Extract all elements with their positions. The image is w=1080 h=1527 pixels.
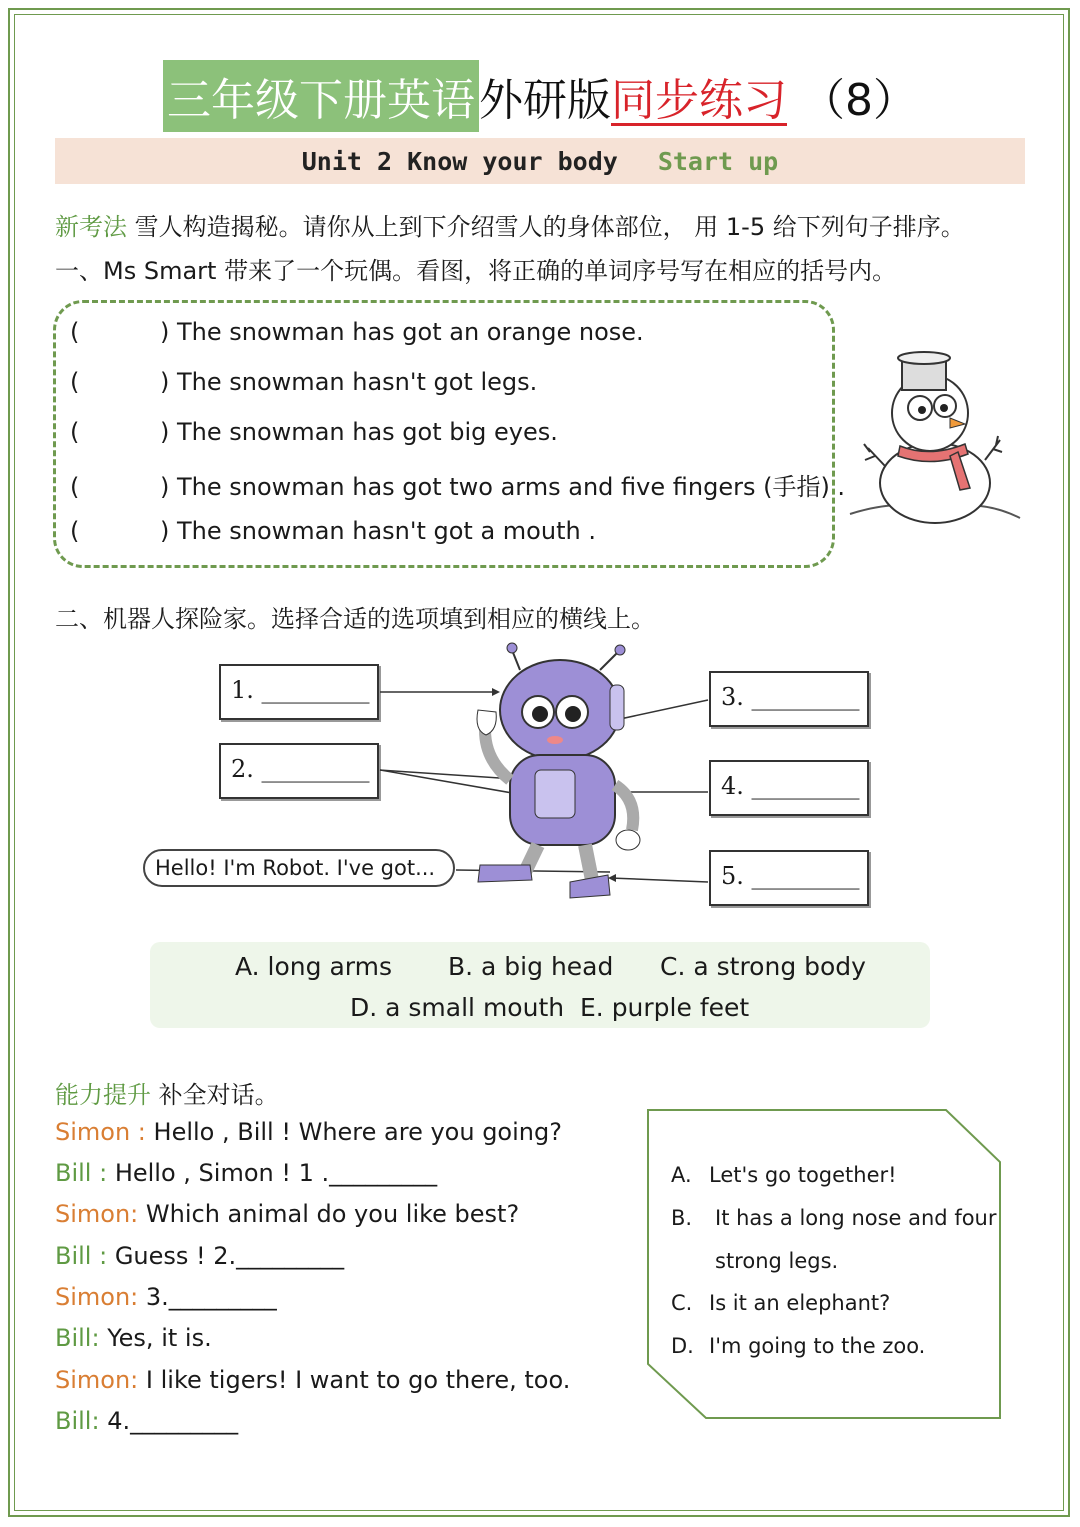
dialog-line — [55, 1159, 437, 1187]
open-paren: ( — [70, 517, 80, 545]
snowman-illustration — [840, 348, 1030, 528]
answer-text: Is it an elephant? — [709, 1291, 891, 1315]
speaker: Simon: — [55, 1366, 139, 1394]
dialog-text: 4._________ — [99, 1407, 239, 1435]
answer-text: Let's go together! — [709, 1163, 897, 1187]
answer-c — [671, 1291, 890, 1315]
label-box-5: 5. _________ — [709, 850, 869, 906]
speaker: Simon : — [55, 1118, 146, 1146]
robot-speech-bubble: Hello! I'm Robot. I've got... — [143, 849, 455, 887]
sentence-text: The snowman has got big eyes. — [177, 418, 558, 446]
option-d: D. a small mouth — [350, 993, 565, 1022]
label-box-2: 2. _________ — [219, 743, 379, 799]
close-paren: ) — [160, 473, 170, 501]
dialog-text: Which animal do you like best? — [138, 1200, 520, 1228]
close-paren: ) — [160, 517, 170, 545]
sentence-row — [70, 418, 558, 446]
label-box-4: 4. _________ — [709, 760, 869, 816]
unit-title: Unit 2 Know your body — [301, 146, 618, 176]
answer-text: strong legs. — [715, 1249, 839, 1273]
sentence-row — [70, 467, 845, 502]
open-paren: ( — [70, 318, 80, 346]
option-b: B. a big head — [448, 952, 614, 981]
answer-text: It has a long nose and four — [715, 1206, 997, 1230]
close-paren: ) — [160, 418, 170, 446]
speaker: Bill : — [55, 1242, 108, 1270]
close-paren: ) — [160, 368, 170, 396]
speaker: Simon: — [55, 1283, 139, 1311]
dialog-text: I like tigers! I want to go there, too. — [138, 1366, 571, 1394]
answer-letter: B. — [671, 1206, 693, 1230]
dialog-line — [55, 1407, 238, 1435]
page-title — [0, 60, 1080, 132]
answer-letter: C. — [671, 1291, 693, 1315]
sentence-text: The snowman has got an orange nose. — [177, 318, 644, 346]
title-grade: 三年级下册英语 — [163, 60, 479, 132]
dialog-line — [55, 1366, 570, 1394]
dialog-text: 3._________ — [138, 1283, 277, 1311]
part3-heading — [55, 1075, 279, 1110]
part2-heading: 二、机器人探险家。选择合适的选项填到相应的横线上。 — [55, 605, 655, 633]
unit-section: Start up — [657, 146, 779, 176]
dialog-line — [55, 1118, 562, 1146]
open-paren: ( — [70, 368, 80, 396]
part3-tag: 能力提升 — [55, 1081, 151, 1109]
label-box-1: 1. _________ — [219, 664, 379, 720]
speaker: Bill : — [55, 1159, 108, 1187]
part3-text: 补全对话。 — [158, 1081, 279, 1109]
title-number: （8） — [801, 75, 917, 126]
speaker: Bill: — [55, 1324, 100, 1352]
dialog-line — [55, 1324, 212, 1352]
sentence-text: The snowman hasn't got a mouth . — [177, 517, 596, 545]
answer-letter: A. — [671, 1163, 692, 1187]
dialog-line — [55, 1242, 344, 1270]
dialog-text: Hello , Simon ! 1 ._________ — [107, 1159, 438, 1187]
label-box-3: 3. _________ — [709, 671, 869, 727]
open-paren: ( — [70, 418, 80, 446]
speaker: Simon: — [55, 1200, 139, 1228]
intro-tag: 新考法 — [55, 213, 127, 241]
speaker: Bill: — [55, 1407, 100, 1435]
answer-b — [671, 1206, 997, 1230]
answer-a — [671, 1163, 897, 1187]
open-paren: ( — [70, 473, 80, 501]
option-a: A. long arms — [235, 952, 392, 981]
answer-d — [671, 1334, 925, 1358]
title-edition: 外研版 — [479, 75, 611, 126]
intro-text: 雪人构造揭秘。请你从上到下介绍雪人的身体部位， 用 1-5 给下列句子排序。 — [134, 213, 965, 241]
part1-heading: 一、Ms Smart 带来了一个玩偶。看图，将正确的单词序号写在相应的括号内。 — [55, 257, 897, 285]
dialog-text: Yes, it is. — [99, 1324, 212, 1352]
close-paren: ) — [160, 318, 170, 346]
answer-text: I'm going to the zoo. — [709, 1334, 926, 1358]
dialog-line — [55, 1283, 277, 1311]
intro-line — [55, 207, 965, 242]
sentence-text: The snowman hasn't got legs. — [177, 368, 538, 396]
unit-bar — [55, 138, 1025, 184]
answer-b-cont — [671, 1249, 838, 1273]
sentence-row — [70, 318, 644, 346]
dialog-line — [55, 1200, 519, 1228]
dialog-text: Guess ! 2._________ — [107, 1242, 345, 1270]
answer-letter: D. — [671, 1334, 694, 1358]
sentence-text: The snowman has got two arms and five fingers (手指) . — [177, 473, 846, 501]
sentence-row — [70, 368, 537, 396]
sentence-row — [70, 517, 596, 545]
dialog-text: Hello , Bill ! Where are you going? — [145, 1118, 562, 1146]
title-practice: 同步练习 — [611, 75, 787, 126]
option-e: E. purple feet — [580, 993, 750, 1022]
option-c: C. a strong body — [660, 952, 866, 981]
